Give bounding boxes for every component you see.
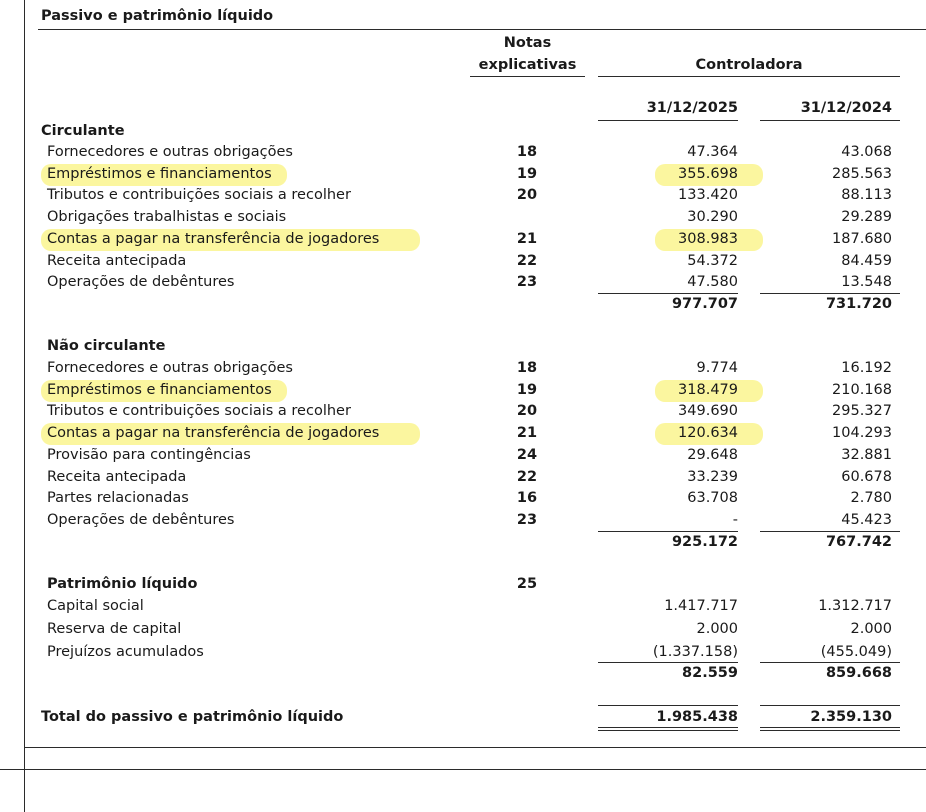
controladora-header-rule (598, 76, 900, 77)
col-2025-header: 31/12/2025 (646, 100, 738, 116)
circulante-total-2024: 731.720 (825, 296, 892, 312)
row-value-2025: 355.698 (678, 165, 738, 182)
row-value-2025: 133.420 (678, 187, 738, 204)
row-value-2025: 120.634 (678, 425, 738, 442)
row-label: Reserva de capital (47, 621, 182, 637)
grand-total-top-rule-2024 (760, 705, 900, 706)
row-value-2024: 29.289 (841, 209, 892, 226)
row-note: 20 (516, 403, 538, 420)
nao-circulante-total-2025: 925.172 (671, 534, 738, 550)
patrimonio-subtotal-rule-2024 (760, 662, 900, 663)
row-value-2024: 13.548 (841, 274, 892, 291)
row-value-2024: 60.678 (841, 468, 892, 485)
row-value-2024: 84.459 (841, 252, 892, 269)
row-note: 19 (516, 165, 538, 182)
row-value-2025: 63.708 (687, 490, 738, 507)
col-2024-header-rule (760, 120, 900, 121)
row-note: 23 (516, 274, 538, 291)
row-value-2025: 29.648 (687, 446, 738, 463)
row-label: Tributos e contribuições sociais a recolher (47, 403, 351, 420)
row-value-2024: 285.563 (832, 165, 892, 182)
row-label: Receita antecipada (47, 468, 187, 485)
col-2024-header: 31/12/2024 (800, 100, 892, 116)
row-value-2025: 318.479 (678, 381, 738, 398)
row-value-2025: 2.000 (696, 621, 738, 637)
circulante-subtotal-rule-2024 (760, 293, 900, 294)
row-note: 19 (516, 381, 538, 398)
row-value-2024: 295.327 (832, 403, 892, 420)
row-note: 18 (516, 360, 538, 376)
nao-circulante-total-2024: 767.742 (825, 534, 892, 550)
row-label: Empréstimos e financiamentos (47, 381, 272, 398)
row-value-2025: - (732, 511, 738, 528)
row-note: 20 (516, 187, 538, 204)
grand-total-double-rule-2024-a (760, 727, 900, 728)
row-label: Tributos e contribuições sociais a recolher (47, 187, 351, 204)
row-value-2024: 187.680 (832, 230, 892, 247)
row-value-2024: 210.168 (832, 381, 892, 398)
row-note: 18 (516, 144, 538, 160)
section-title-circulante: Circulante (41, 123, 125, 139)
patrimonio-note: 25 (516, 576, 538, 592)
row-label: Partes relacionadas (47, 490, 189, 507)
row-label: Operações de debêntures (47, 274, 235, 291)
section-title-patrimonio: Patrimônio líquido (47, 576, 198, 592)
col-2025-header-rule (598, 120, 738, 121)
left-border-line (24, 0, 25, 812)
circulante-subtotal-rule-2025 (598, 293, 738, 294)
row-label: Prejuízos acumulados (47, 644, 204, 660)
controladora-header: Controladora (695, 57, 803, 73)
row-value-2024: 104.293 (832, 425, 892, 442)
row-value-2025: 33.239 (687, 468, 738, 485)
row-label: Empréstimos e financiamentos (47, 165, 272, 182)
section-title-nao-circulante: Não circulante (47, 338, 166, 354)
row-value-2025: (1.337.158) (652, 644, 738, 660)
row-value-2024: 88.113 (841, 187, 892, 204)
row-label: Contas a pagar na transferência de jogadores (47, 425, 380, 442)
grand-total-label: Total do passivo e patrimônio líquido (41, 709, 344, 725)
row-label: Capital social (47, 598, 144, 614)
row-note: 21 (516, 425, 538, 442)
row-label: Contas a pagar na transferência de jogadores (47, 230, 380, 247)
grand-total-2024: 2.359.130 (810, 709, 892, 725)
circulante-total-2025: 977.707 (671, 296, 738, 312)
row-value-2024: 45.423 (841, 511, 892, 528)
row-note: 22 (516, 252, 538, 269)
notes-header-rule (470, 76, 585, 77)
row-value-2025: 308.983 (678, 230, 738, 247)
page-footer-rule (0, 769, 926, 770)
row-value-2025: 9.774 (696, 360, 738, 376)
row-note: 21 (516, 230, 538, 247)
row-label: Fornecedores e outras obrigações (47, 360, 293, 376)
row-value-2024: (455.049) (820, 644, 892, 660)
patrimonio-total-2025: 82.559 (682, 665, 738, 681)
nao-circulante-subtotal-rule-2024 (760, 531, 900, 532)
notes-header-line1: Notas (503, 35, 552, 51)
row-note: 23 (516, 511, 538, 528)
row-label: Provisão para contingências (47, 446, 251, 463)
row-label: Operações de debêntures (47, 511, 235, 528)
page-bottom-rule (24, 747, 926, 748)
grand-total-double-rule-2025-b (598, 730, 738, 731)
nao-circulante-subtotal-rule-2025 (598, 531, 738, 532)
row-value-2025: 30.290 (687, 209, 738, 226)
row-value-2024: 43.068 (841, 144, 892, 160)
title-rule (38, 29, 926, 30)
row-label: Fornecedores e outras obrigações (47, 144, 293, 160)
patrimonio-total-2024: 859.668 (825, 665, 892, 681)
row-note: 24 (516, 446, 538, 463)
row-value-2025: 1.417.717 (664, 598, 738, 614)
grand-total-top-rule-2025 (598, 705, 738, 706)
grand-total-double-rule-2025-a (598, 727, 738, 728)
row-value-2025: 54.372 (687, 252, 738, 269)
row-value-2025: 47.580 (687, 274, 738, 291)
patrimonio-subtotal-rule-2025 (598, 662, 738, 663)
row-value-2024: 2.780 (850, 490, 892, 507)
row-value-2024: 16.192 (841, 360, 892, 376)
row-value-2024: 2.000 (850, 621, 892, 637)
page-title: Passivo e patrimônio líquido (41, 8, 274, 24)
row-value-2024: 32.881 (841, 446, 892, 463)
row-value-2025: 47.364 (687, 144, 738, 160)
notes-header-line2: explicativas (478, 57, 577, 73)
row-value-2025: 349.690 (678, 403, 738, 420)
row-note: 22 (516, 468, 538, 485)
row-value-2024: 1.312.717 (818, 598, 892, 614)
grand-total-double-rule-2024-b (760, 730, 900, 731)
row-label: Obrigações trabalhistas e sociais (47, 209, 287, 226)
row-note: 16 (516, 490, 538, 507)
row-label: Receita antecipada (47, 252, 187, 269)
grand-total-2025: 1.985.438 (656, 709, 738, 725)
